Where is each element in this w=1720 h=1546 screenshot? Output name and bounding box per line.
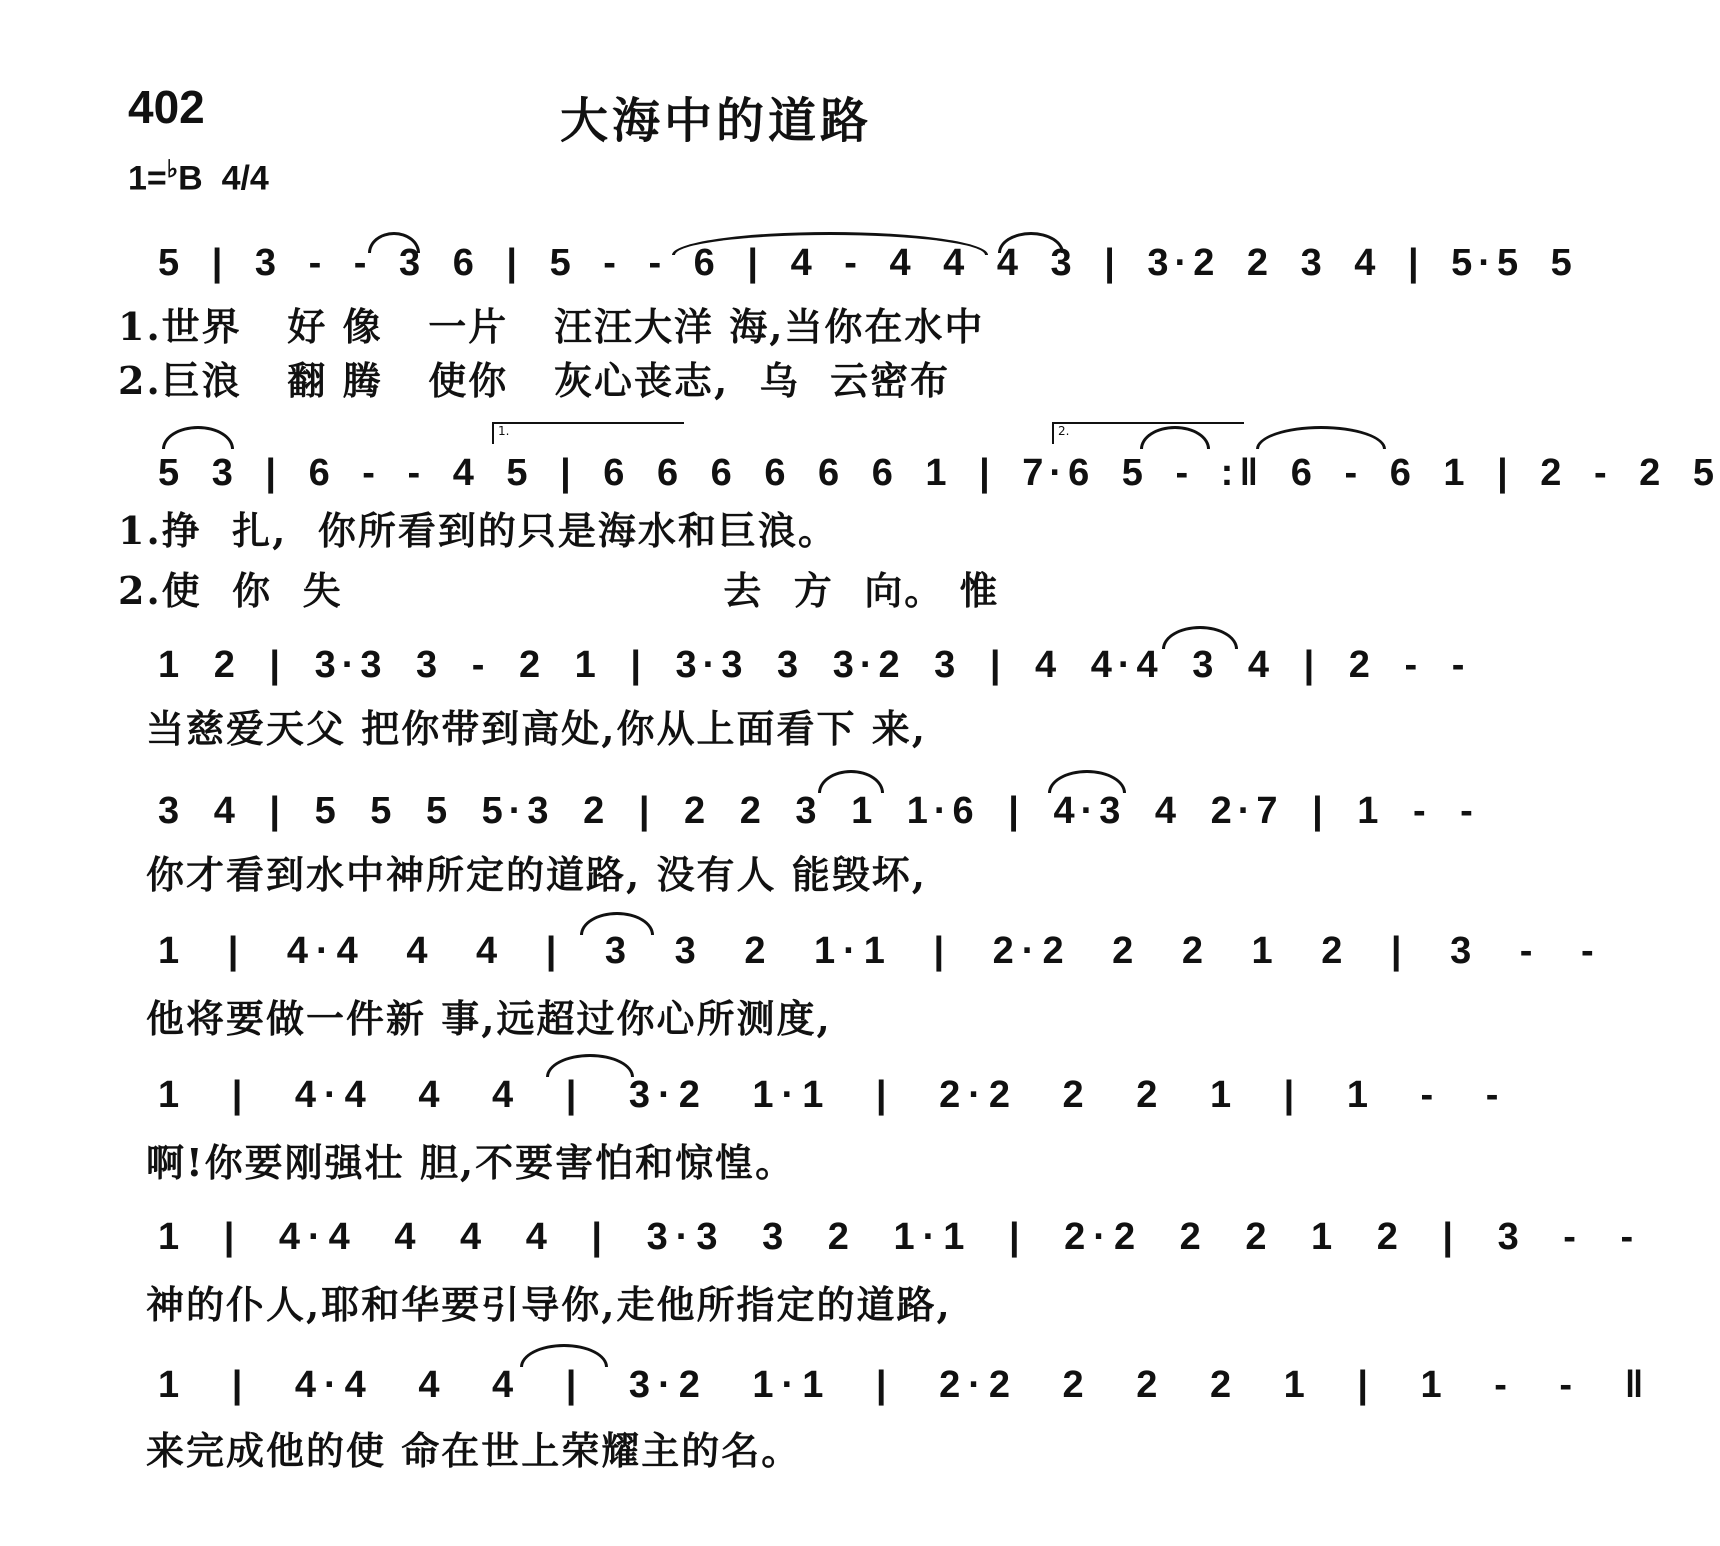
tie (998, 232, 1064, 253)
notes-text: 1 | 4·4 4 4 4 | 3·3 3 2 1·1 | 2·2 2 2 1 2 | 3 - - (158, 1216, 1642, 1258)
notation-line (148, 1212, 1642, 1262)
notes-text: 5 3 | 6 - - 4 5 | 6 6 6 6 6 6 1 | 7·6 5 - :‖ 6 - 6 1 | 2 - 2 5 (158, 452, 1720, 494)
notation-line (148, 1360, 1652, 1410)
flat-sign: ♭ (166, 156, 179, 183)
tie (580, 912, 654, 935)
lyrics: 你才看到水中神所定的道路, 没有人 能毁坏, (146, 852, 927, 897)
notes-text: 1 | 4·4 4 4 | 3 3 2 1·1 | 2·2 2 2 1 2 | 3 - - (158, 930, 1602, 972)
notes-text: 1 2 | 3·3 3 - 2 1 | 3·3 3 3·2 3 | 4 4·4 3 4 | 2 - - (158, 644, 1471, 686)
lyrics: 当慈爱天父 把你带到高处,你从上面看下 来, (146, 706, 927, 751)
tie (818, 770, 884, 793)
lyrics-verse-1: 1.世界 好 像 一片 汪汪大洋 海,当你在水中 (118, 304, 985, 349)
notes-text: 3 4 | 5 5 5 5·3 2 | 2 2 3 1 1·6 | 4·3 4 2·7 | 1 - - (158, 790, 1479, 832)
tie (1256, 426, 1386, 449)
notes-text: 5 | 3 - - 3 6 | 5 - - 6 | 4 - 4 4 4 3 | 3·2 2 3 4 | 5·5 5 (158, 242, 1578, 284)
tie (1048, 770, 1126, 793)
time-signature: 4/4 (221, 159, 269, 198)
notation-line (148, 786, 1479, 836)
song-title: 大海中的道路 (560, 93, 873, 149)
lyrics-verse-2: 2.巨浪 翻 腾 使你 灰心丧志, 乌 云密布 (118, 358, 951, 403)
tie (672, 232, 988, 255)
tie (162, 426, 234, 449)
tie (520, 1344, 608, 1367)
hymn-number: 402 (128, 81, 205, 133)
notation-line (148, 448, 1720, 498)
tie (546, 1054, 634, 1077)
lyrics: 他将要做一件新 事,远超过你心所测度, (146, 996, 832, 1041)
lyrics: 来完成他的使 命在世上荣耀主的名。 (146, 1428, 802, 1473)
volta-2: 2. (1052, 422, 1244, 444)
notes-text: 1 | 4·4 4 4 | 3·2 1·1 | 2·2 2 2 2 1 | 1 - - ‖ (158, 1364, 1652, 1406)
key-label: 1= (128, 159, 167, 198)
lyrics: 神的仆人,耶和华要引导你,走他所指定的道路, (146, 1282, 952, 1327)
notation-line (148, 926, 1602, 976)
key-signature (128, 155, 269, 198)
notes-text: 1 | 4·4 4 4 | 3·2 1·1 | 2·2 2 2 1 | 1 - - (158, 1074, 1507, 1116)
tie (1162, 626, 1238, 649)
lyrics-verse-1: 1.挣 扎, 你所看到的只是海水和巨浪。 (118, 508, 838, 553)
volta-1: 1. (492, 422, 684, 444)
lyrics-verse-2: 2.使 你 失 去 方 向。 惟 (118, 568, 1000, 613)
tie (368, 232, 420, 253)
notation-line (148, 1070, 1507, 1120)
lyrics: 啊!你要刚强壮 胆,不要害怕和惊惶。 (146, 1140, 796, 1185)
key-note: B (178, 159, 203, 198)
